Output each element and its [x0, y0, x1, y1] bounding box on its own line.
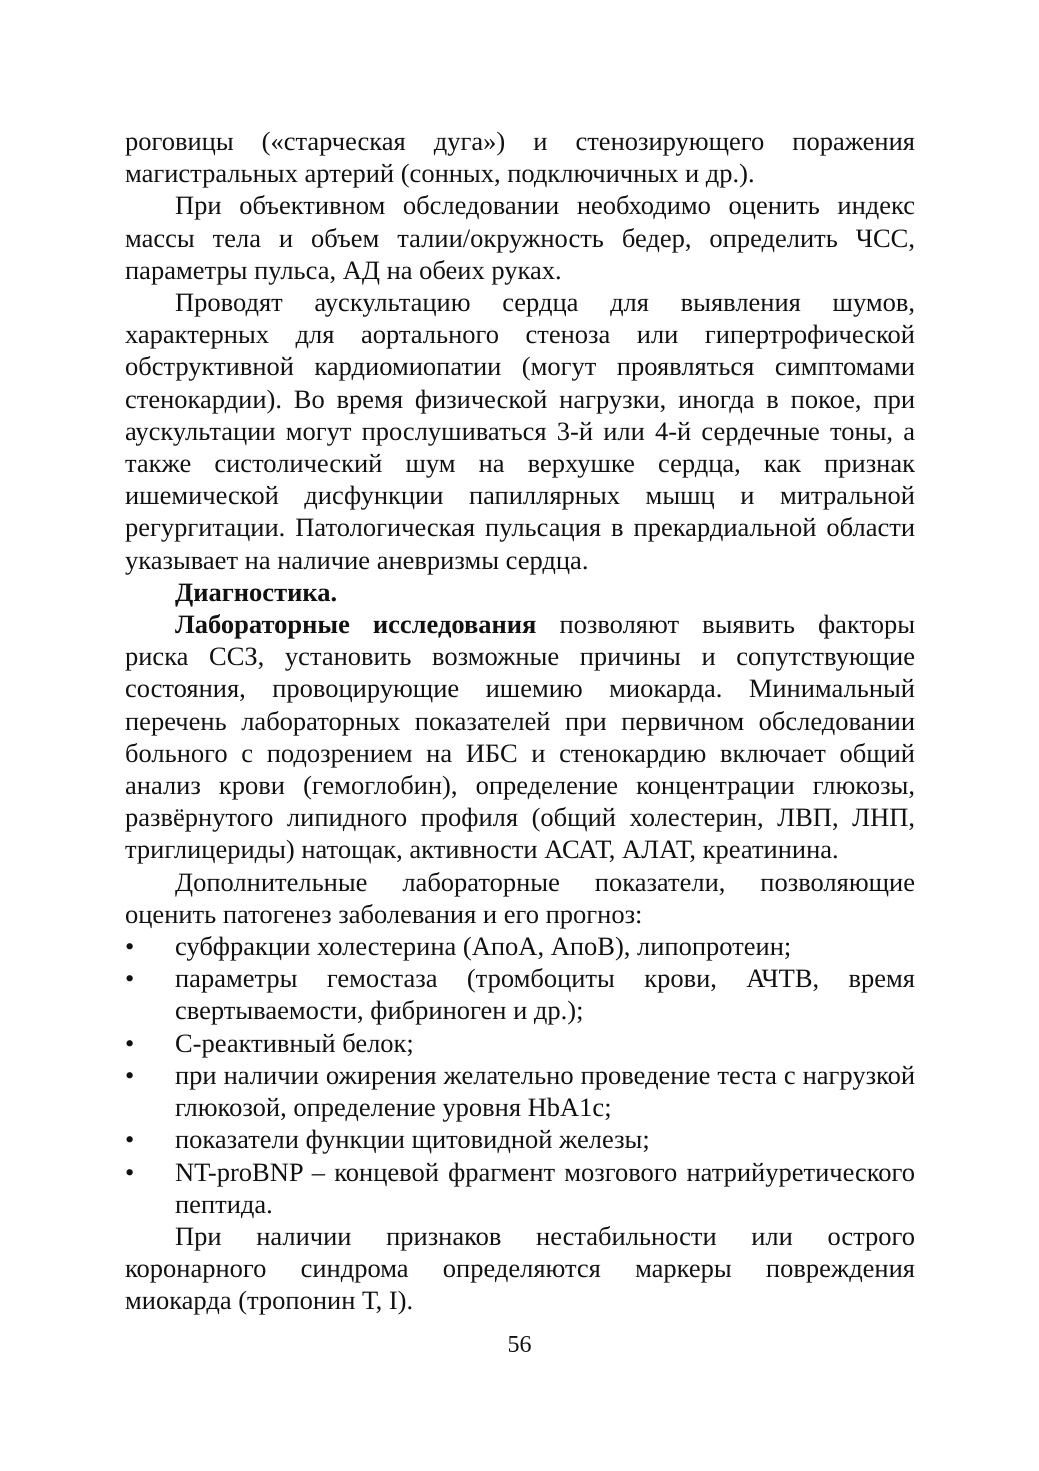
lab-studies-text: позволяют выявить факторы риска ССЗ, установить возможные причины и сопутствующие состояния, провоцирующие ишемию миокарда. Минимальный перечень лабораторных показателей при первичном обследовании больного с подозрением на ИБС и стенокардию включает общий анализ крови (гемоглобин), определение концентрации глюкозы, развёрнутого липидного профиля (общий холестерин, ЛВП, ЛНП, триглицериды) натощак, активности АСАТ, АЛАТ, креатинина. [125, 609, 916, 865]
section-heading-diagnostics: Диагностика. [175, 576, 338, 607]
bullet-icon: • [125, 1124, 135, 1155]
list-item [125, 930, 915, 962]
paragraph-acs-markers: При наличии признаков нестабильности или острого коронарного синдрома определяются маркеры повреждения миокарда (тропонин Т, I). [125, 1220, 915, 1316]
additional-indicators-list [125, 930, 915, 1220]
list-item [125, 962, 915, 1026]
list-item-text: показатели функции щитовидной железы; [175, 1124, 650, 1155]
page-number: 56 [507, 1332, 532, 1358]
bullet-icon: • [125, 1059, 135, 1090]
list-item-text: при наличии ожирения желательно проведение теста с нагрузкой глюкозой, определение уровня HbA1c; [175, 1059, 915, 1123]
list-item [125, 1027, 915, 1059]
list-item-text: параметры гемостаза (тромбоциты крови, АЧТВ, время свертываемости, фибриноген и др.); [175, 963, 915, 1026]
bullet-icon: • [125, 931, 135, 962]
list-item-text: субфракции холестерина (АпоА, АпоВ), липопротеин; [175, 931, 792, 962]
paragraph-additional-intro: Дополнительные лабораторные показатели, позволяющие оценить патогенез заболевания и его прогноз: [125, 866, 915, 929]
bullet-icon: • [125, 1156, 135, 1187]
paragraph-auscultation: Проводят аускультацию сердца для выявления шумов, характерных для аортального стеноза или гипертрофической обструктивной кардиомиопатии (могут проявляться симптомами стенокардии). Во время физической нагрузки, иногда в покое, при аускультации могут прослушиваться 3-й или 4-й сердечные тоны, а также систолический шум на верхушке сердца, как признак ишемической дисфункции папиллярных мышц и митральной регургитации. Патологическая пульсация в прекардиальной области указывает на наличие аневризмы сердца. [125, 287, 915, 575]
bullet-icon: • [125, 963, 135, 994]
lab-studies-lead: Лабораторные исследования [175, 609, 537, 640]
list-item-text: NT-proBNP – концевой фрагмент мозгового натрийуретического пептида. [175, 1156, 915, 1219]
paragraph-examination: При объективном обследовании необходимо оценить индекс массы тела и объем талии/окружность бедер, определить ЧСС, параметры пульса, АД на обеих руках. [125, 190, 915, 285]
list-item [125, 1123, 915, 1155]
bullet-icon: • [125, 1027, 135, 1058]
list-item [125, 1156, 915, 1220]
paragraph-lab-studies [125, 608, 915, 866]
list-item [125, 1059, 915, 1123]
list-item-text: С-реактивный белок; [175, 1027, 414, 1058]
page-body [125, 125, 915, 1317]
paragraph-continuation: роговицы («старческая дуга») и стенозирующего поражения магистральных артерий (сонных, подключичных и др.). [125, 126, 915, 189]
